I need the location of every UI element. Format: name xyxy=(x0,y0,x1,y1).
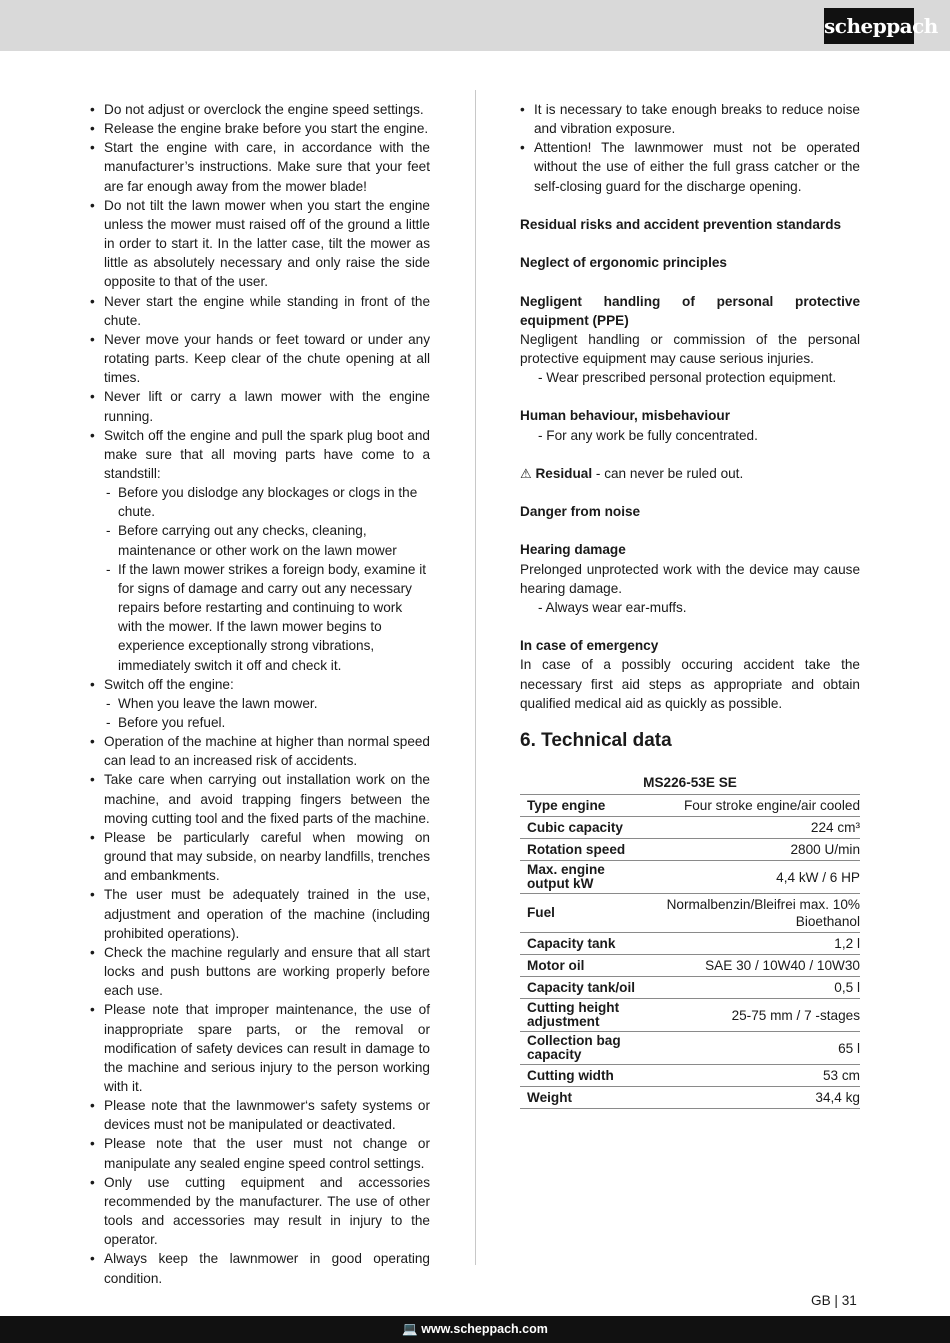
spec-label: Cutting height adjustment xyxy=(527,1000,620,1030)
spec-value: 34,4 kg xyxy=(815,1090,860,1106)
dash-item: - If the lawn mower strikes a foreign body, examine it for signs of damage and carry out any necessary repairs before restarting and continuing to work with the mower. If the lawn mower begins to experience exceptionally strong vibrations, immediately switch it off and check it. xyxy=(90,560,430,675)
table-row xyxy=(520,839,860,861)
bullet-item: • Switch off the engine: xyxy=(90,675,430,694)
bullet-item: • The user must be adequately trained in the use, adjustment and operation of the machine (including prohibited operations). xyxy=(90,885,430,942)
heading-ppe: Negligent handling of personal protective equipment (PPE) xyxy=(520,293,860,328)
column-divider xyxy=(475,90,476,1265)
table-row xyxy=(520,894,860,933)
heading-ergonomic: Neglect of ergonomic principles xyxy=(520,255,727,271)
bullet-item: • Do not adjust or overclock the engine speed settings. xyxy=(90,100,430,119)
spec-value: 0,5 l xyxy=(834,980,860,996)
spec-label: Type engine xyxy=(527,797,606,813)
bullet-item: • Never lift or carry a lawn mower with the engine running. xyxy=(90,387,430,425)
heading-emergency: In case of emergency xyxy=(520,638,659,654)
bullet-item: • Switch off the engine and pull the spark plug boot and make sure that all moving parts have come to a standstill: xyxy=(90,426,430,483)
dash-item: - Before carrying out any checks, cleaning, maintenance or other work on the lawn mower xyxy=(90,521,430,559)
spec-value: 1,2 l xyxy=(834,936,860,952)
table-row xyxy=(520,977,860,999)
spec-value: Normalbenzin/Bleifrei max. 10% Bioethanol xyxy=(666,897,860,930)
page-number: GB | 31 xyxy=(811,1293,857,1308)
tech-data-table xyxy=(520,794,860,1109)
spec-label: Weight xyxy=(527,1089,573,1105)
spec-label: Capacity tank xyxy=(527,935,616,951)
bullet-item: • Only use cutting equipment and accessories recommended by the manufacturer. The use of other tools and accessories may result in injury to the operator. xyxy=(90,1173,430,1250)
residual-rest: - can never be ruled out. xyxy=(592,465,744,481)
bullet-item: • Please note that improper maintenance, the use of inappropriate spare parts, or the removal or modification of safety devices can result in damage to the machine and serious injury to the person working with it. xyxy=(90,1000,430,1096)
spec-label: Max. engine output kW xyxy=(527,862,605,892)
table-model: MS226-53E SE xyxy=(643,774,737,790)
table-row xyxy=(520,999,860,1032)
dash-item: - When you leave the lawn mower. xyxy=(90,694,430,713)
bullet-item: • Take care when carrying out installation work on the machine, and avoid trapping fingers between the moving cutting tool and the fixed parts of the machine. xyxy=(90,770,430,827)
bullet-item: • Never start the engine while standing in front of the chute. xyxy=(90,292,430,330)
spec-label: Capacity tank/oil xyxy=(527,979,636,995)
hearing-item: - Always wear ear-muffs. xyxy=(538,599,687,615)
dash-item: - Before you dislodge any blockages or clogs in the chute. xyxy=(90,483,430,521)
ppe-item: - Wear prescribed personal protection equipment. xyxy=(538,370,837,386)
table-row xyxy=(520,861,860,894)
ppe-text: Negligent handling or commission of the personal protective equipment may cause serious injuries. xyxy=(520,331,860,366)
bullet-item: • Operation of the machine at higher than normal speed can lead to an increased risk of accidents. xyxy=(90,732,430,770)
scheppach-logo: scheppach xyxy=(824,8,914,44)
residual-bold: Residual xyxy=(535,465,593,481)
bullet-breaks: • It is necessary to take enough breaks to reduce noise and vibration exposure. xyxy=(520,100,860,138)
spec-value: SAE 30 / 10W40 / 10W30 xyxy=(705,958,860,974)
spec-label: Rotation speed xyxy=(527,841,626,857)
section-title: 6. Technical data xyxy=(520,729,672,751)
spec-value: 53 cm xyxy=(822,1068,860,1084)
table-row xyxy=(520,1087,860,1109)
heading-residual-risks: Residual risks and accident prevention standards xyxy=(520,216,842,232)
behaviour-item: - For any work be fully concentrated. xyxy=(538,427,758,443)
bullet-attention: • Attention! The lawnmower must not be operated without the use of either the full grass catcher or the self-closing guard for the discharge opening. xyxy=(520,138,860,195)
footer-url: www.scheppach.com xyxy=(421,1322,548,1336)
spec-value: 224 cm³ xyxy=(810,820,860,836)
table-row xyxy=(520,795,860,817)
left-column xyxy=(90,100,430,1288)
bullet-item: • Check the machine regularly and ensure that all start locks and push buttons are working properly before each use. xyxy=(90,943,430,1000)
spec-value: 2800 U/min xyxy=(790,842,860,858)
spec-value: Four stroke engine/air cooled xyxy=(683,798,860,814)
table-row xyxy=(520,817,860,839)
bullet-item: • Do not tilt the lawn mower when you start the engine unless the mower must raised off of the ground a little in order to start it. In the latter case, tilt the mower as little as absolutely necessary and only raise the side opposite to that of the user. xyxy=(90,196,430,292)
emergency-text: In case of a possibly occuring accident take the necessary first aid steps as appropriate and obtain qualified medical aid as quickly as possible. xyxy=(520,657,860,711)
residual-line xyxy=(520,464,860,483)
bullet-item: • Start the engine with care, in accordance with the manufacturer’s instructions. Make sure that your feet are far enough away from the mower blade! xyxy=(90,138,430,195)
hearing-text: Prelonged unprotected work with the device may cause hearing damage. xyxy=(520,561,860,596)
right-column xyxy=(520,100,860,1109)
warning-triangle-icon: ⚠ xyxy=(520,465,532,481)
spec-value: 65 l xyxy=(838,1040,860,1056)
table-row xyxy=(520,933,860,955)
footer-bar xyxy=(0,1316,950,1343)
bullet-item: • Please be particularly careful when mowing on ground that may subside, on nearby landfills, trenches and embankments. xyxy=(90,828,430,885)
dash-item: - Before you refuel. xyxy=(90,713,430,732)
spec-label: Cubic capacity xyxy=(527,819,623,835)
bullet-item: • Please note that the user must not change or manipulate any sealed engine speed control settings. xyxy=(90,1134,430,1172)
heading-behaviour: Human behaviour, misbehaviour xyxy=(520,408,730,424)
table-row xyxy=(520,955,860,977)
spec-label: Cutting width xyxy=(527,1067,614,1083)
table-row xyxy=(520,1065,860,1087)
computer-icon: 💻 xyxy=(402,1322,418,1336)
heading-noise: Danger from noise xyxy=(520,504,641,520)
table-row xyxy=(520,1032,860,1065)
heading-hearing: Hearing damage xyxy=(520,542,626,558)
bullet-item: • Release the engine brake before you start the engine. xyxy=(90,119,430,138)
spec-label: Fuel xyxy=(527,905,555,921)
header-bar xyxy=(0,0,950,51)
spec-value: 25-75 mm / 7 -stages xyxy=(731,1007,860,1023)
bullet-item: • Never move your hands or feet toward or under any rotating parts. Keep clear of the chute opening at all times. xyxy=(90,330,430,387)
bullet-item: • Please note that the lawnmower‘s safety systems or devices must not be manipulated or deactivated. xyxy=(90,1096,430,1134)
spec-value: 4,4 kW / 6 HP xyxy=(776,869,860,885)
bullet-item: • Always keep the lawnmower in good operating condition. xyxy=(90,1249,430,1287)
spec-label: Collection bag capacity xyxy=(527,1033,621,1063)
spec-label: Motor oil xyxy=(527,957,585,973)
